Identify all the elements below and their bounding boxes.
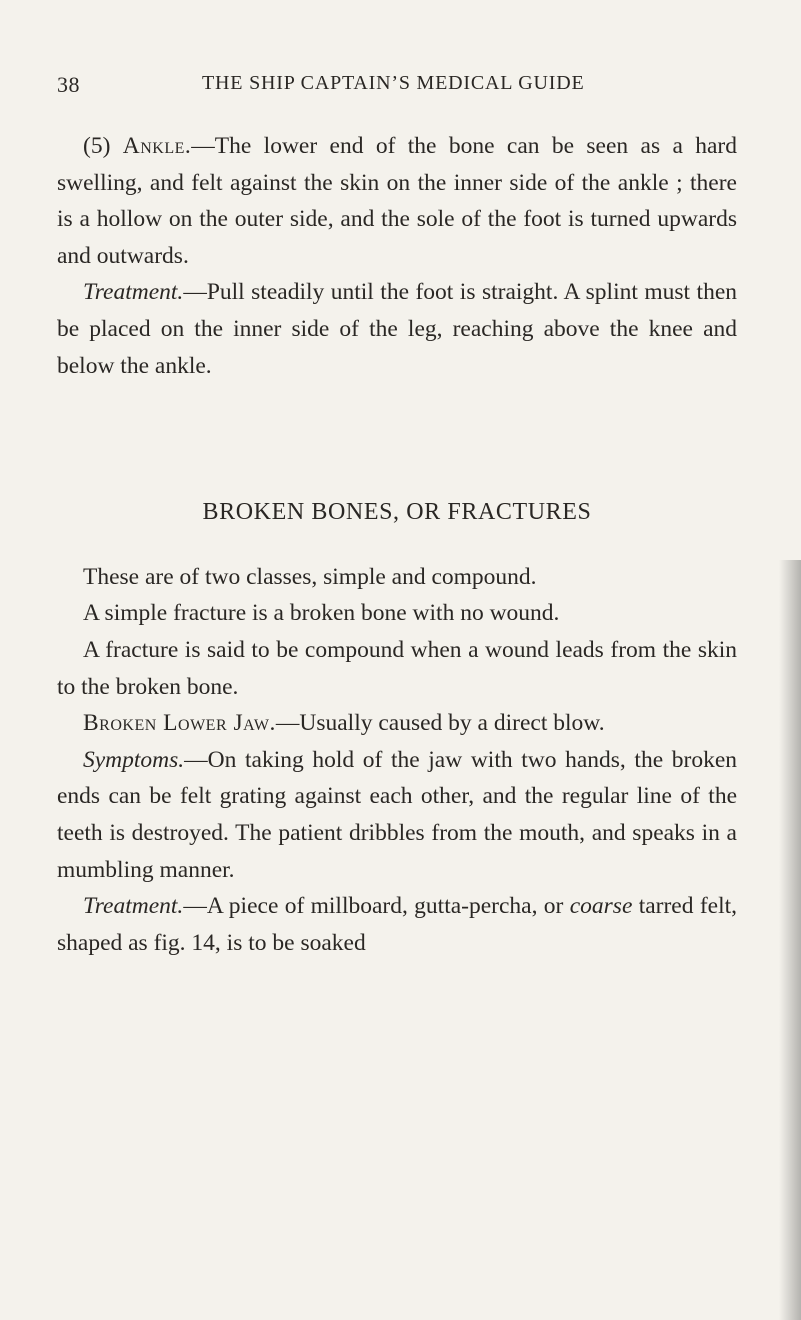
jaw-title: Broken Lower Jaw. [83, 710, 276, 737]
jaw-symptoms-text: —On taking hold of the jaw with two hands, the broken ends can be felt grating against each other, and the regular line of the teeth is destroyed. The patient dribbles from the mouth, and speaks in a mumbling manner. [57, 746, 737, 883]
jaw-text: —Usually caused by a direct blow. [275, 710, 605, 737]
page-edge-shadow [779, 560, 801, 1320]
ankle-title: Ankle. [122, 133, 192, 159]
ankle-prefix: (5) [83, 133, 123, 159]
ankle-treatment-paragraph [57, 274, 737, 384]
jaw-symptoms-label: Symptoms. [83, 746, 185, 773]
body-text [57, 128, 737, 961]
fractures-paragraph-1: These are of two classes, simple and compound. [83, 563, 537, 590]
jaw-treatment-label: Treatment. [83, 893, 184, 920]
jaw-symptoms-paragraph [57, 742, 737, 888]
jaw-treatment-paragraph [57, 888, 737, 961]
ankle-text: —The lower end of the bone can be seen as a hard swelling, and felt against the skin on the inner side of the ankle ; there is a hollow on the outer side, and the sole of the foot is turned upwards and outwards. [57, 133, 737, 269]
running-head [57, 72, 757, 102]
page-number: 38 [57, 72, 80, 97]
ankle-paragraph [57, 128, 737, 274]
ankle-treatment-label: Treatment. [83, 279, 184, 306]
jaw-treatment-pre: —A piece of millboard, gutta-percha, or [183, 893, 570, 920]
jaw-treatment-post: tarred felt, shaped as fig. 14, is to be soaked [57, 893, 738, 956]
section-heading: BROKEN BONES, OR FRACTURES [202, 499, 592, 526]
jaw-paragraph [57, 705, 737, 742]
fractures-paragraph-3: A fracture is said to be compound when a wound leads from the skin to the broken bone. [57, 636, 737, 700]
fractures-paragraph-2: A simple fracture is a broken bone with no wound. [83, 600, 560, 627]
ankle-treatment-text: —Pull steadily until the foot is straight. A splint must then be placed on the inner side of the leg, reaching above the knee and below the ankle. [57, 279, 737, 379]
jaw-treatment-emphasis: coarse [569, 893, 633, 920]
running-title: THE SHIP CAPTAIN’S MEDICAL GUIDE [202, 72, 585, 94]
